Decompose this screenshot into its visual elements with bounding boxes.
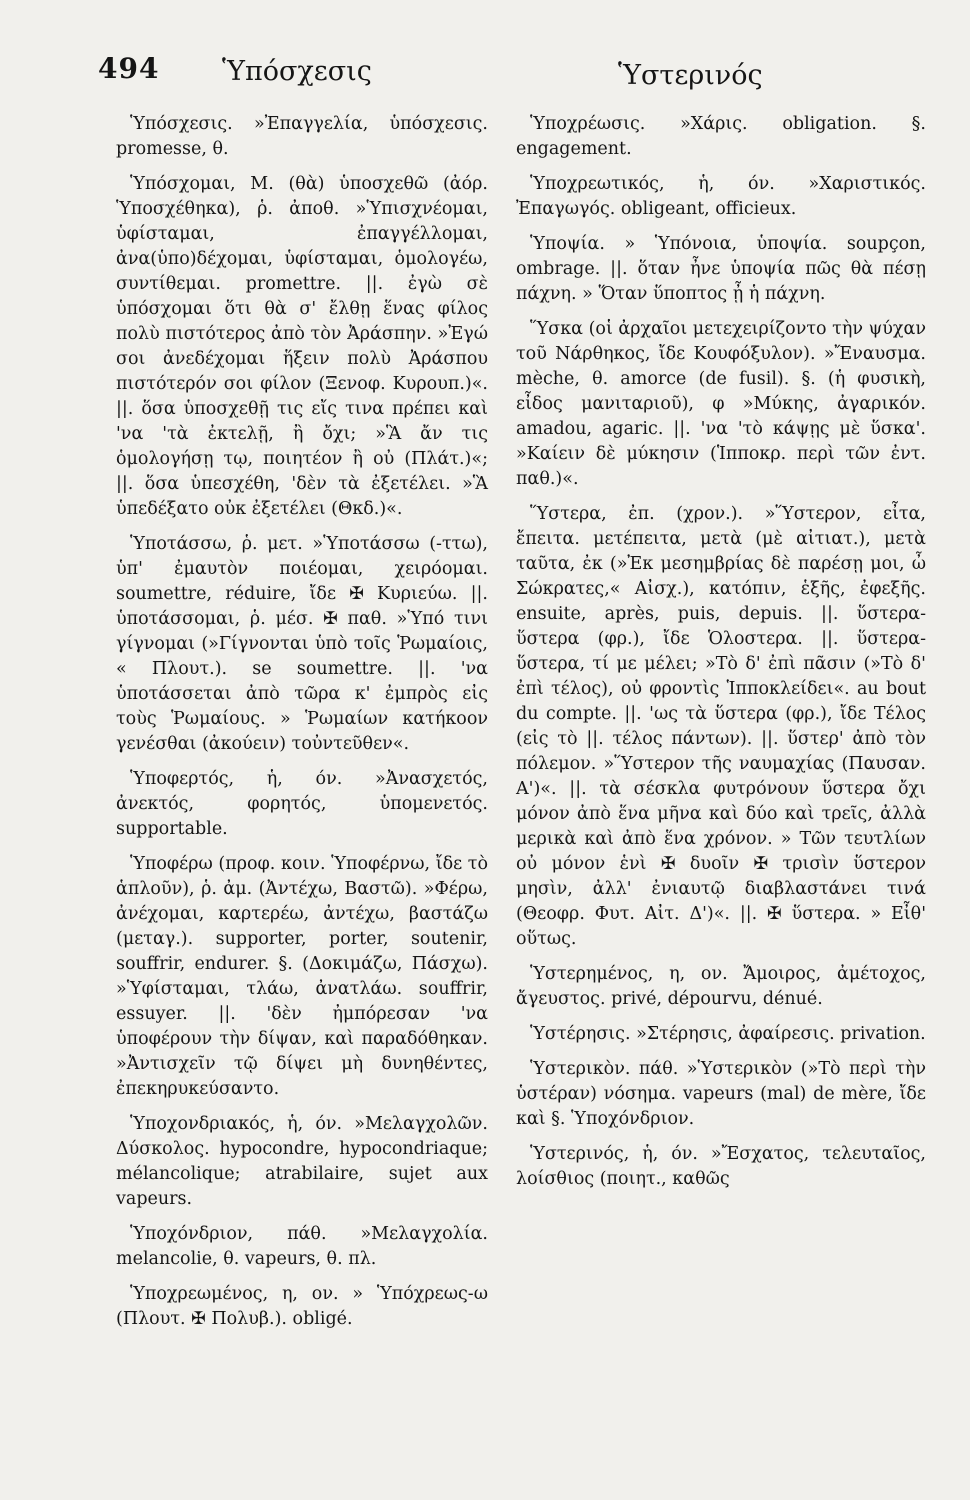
dictionary-entry: Ὑποχρεωτικός, ἡ, όν. »Χαριστικός. Ἐπαγωγός. obligeant, officieux. — [516, 174, 926, 219]
dictionary-entry: Ὑποφέρω (προφ. κοιν. Ὑποφέρνω, ἴδε τὸ ἁπλοῦν), ῥ. ἀμ. (Ἀντέχω, Βαστῶ). »Φέρω, ἀνέχομαι, καρτερέω, ἀντέχω, βαστάζω (μεταγ.). supporter, porter, soutenir, souffrir, endurer. §. (Δοκιμάζω, Πάσχω). »Ὑφίσταμαι, τλάω, ἀνατλάω. souffrir, essuyer. ||. 'δὲν ἠμπόρεσαν 'να ὑποφέρουν τὴν δίψαν, καὶ παραδόθηκαν. »Ἀντισχεῖν τῷ δίψει μὴ δυνηθέντες, ἐπεκηρυκεύσαντο. — [116, 854, 488, 1099]
dictionary-entry: Ὑπόσχεσις. »Ἐπαγγελία, ὑπόσχεσις. promesse, θ. — [116, 114, 488, 159]
left-column — [116, 112, 488, 1342]
dictionary-entry: Ὑστερημένος, η, ον. Ἄμοιρος, ἀμέτοχος, ἄγευστος. privé, dépourvu, dénué. — [516, 964, 926, 1009]
dictionary-entry: Ὑπόσχομαι, Μ. (θὰ) ὑποσχεθῶ (ἀόρ. Ὑποσχέθηκα), ῥ. ἀποθ. »Ὑπισχνέομαι, ὑφίσταμαι, ἐπαγγέλλομαι, ἀνα(ὑπο)δέχομαι, ὑφίσταμαι, ὁμολογέω, συντίθεμαι. promettre. ||. ἐγὼ σὲ ὑπόσχομαι ὅτι θὰ σ' ἔλθῃ ἕνας φίλος πολὺ πιστότερος ἀπὸ τὸν Ἀράσπην. »Ἐγώ σοι ἀνεδέχομαι ἥξειν πολὺ Ἀράσπου πιστότερόν σοι φίλον (Ξενοφ. Κυρουπ.)«. ||. ὅσα ὑποσχεθῇ τις εἴς τινα πρέπει καὶ 'να 'τὰ ἐκτελῇ, ἢ ὄχι; »Ἃ ἄν τις ὁμολογήσῃ τῳ, ποιητέον ἢ οὐ (Πλάτ.)«; ||. ὅσα ὑπεσχέθη, 'δὲν τὰ ἐξετέλει. »Ἃ ὑπεδέξατο οὐκ ἐξετέλει (Θκδ.)«. — [116, 174, 488, 519]
dictionary-entry: Ὑποψία. » Ὑπόνοια, ὑποψία. soupçon, ombrage. ||. ὅταν ἦνε ὑποψία πῶς θὰ πέσῃ πάχνη. » Ὅταν ὕποπτος ᾖ ἡ πάχνη. — [516, 234, 926, 304]
dictionary-entry: Ὑστέρησις. »Στέρησις, ἀφαίρεσις. privation. — [530, 1024, 926, 1044]
page-number: 494 — [98, 52, 160, 85]
dictionary-entry: Ὑποφερτός, ἡ, όν. »Ἀνασχετός, ἀνεκτός, φορητός, ὑπομενετός. supportable. — [116, 769, 488, 839]
dictionary-entry: Ὑποχονδριακός, ἡ, όν. »Μελαγχολῶν. Δύσκολος. hypocondre, hypocondriaque; mélancolique; atrabilaire, sujet aux vapeurs. — [116, 1114, 488, 1209]
dictionary-entry: Ὑστερικὸν. πάθ. »Ὑστερικὸν (»Τὸ περὶ τὴν ὑστέραν) νόσημα. vapeurs (mal) de mère, ἴδε καὶ §. Ὑποχόνδριον. — [516, 1059, 926, 1129]
dictionary-entry: Ὕστερα, ἐπ. (χρον.). »Ὕστερον, εἶτα, ἔπειτα. μετέπειτα, μετὰ (μὲ αἰτιατ.), μετὰ ταῦτα, ἐκ (»Ἐκ μεσημβρίας δὲ παρέσῃ μοι, ὦ Σώκρατες,« Αἰσχ.), κατόπιν, ἑξῆς, ἐφεξῆς. ensuite, après, puis, depuis. ||. ὕστερα-ὕστερα (φρ.), ἴδε Ὁλοστερα. ||. ὕστερα-ὕστερα, τί με μέλει; »Τὸ δ' ἐπὶ πᾶσιν (»Τὸ δ' ἐπὶ τέλος), οὐ φροντὶς Ἱπποκλείδει«. au bout du compte. ||. 'ως τὰ ὕστερα (φρ.), ἴδε Τέλος (εἰς τὸ ||. τέλος πάντων). ||. ὕστερ' ἀπὸ τὸν πόλεμον. »Ὕστερον τῆς ναυμαχίας (Παυσαν. Α')«. ||. τὰ σέσκλα φυτρόνουν ὕστερα ὄχι μόνον ἀπὸ ἕνα μῆνα καὶ δύο καὶ τρεῖς, ἀλλὰ μερικὰ καὶ ἀπὸ ἕνα χρόνον. » Τῶν τευτλίων οὐ μόνον ἑνὶ ✠ δυοῖν ✠ τρισὶν ὕστερον μησὶν, ἀλλ' ἐνιαυτῷ διαβλαστάνει τινά (Θεοφρ. Φυτ. Αἰτ. Δ')«. ||. ✠ ὕστερα. » Εἶθ' οὕτως. — [516, 504, 926, 949]
dictionary-entry: Ὑποχόνδριον, πάθ. »Μελαγχολία. melancolie, θ. vapeurs, θ. πλ. — [116, 1224, 488, 1269]
running-head-left: Ὑπόσχεσις — [222, 56, 372, 87]
dictionary-entry: Ὑστερινός, ἡ, όν. »Ἔσχατος, τελευταῖος, λοίσθιος (ποιητ., καθῶς — [516, 1144, 926, 1189]
dictionary-entry: Ὑποχρεωμένος, η, ον. » Ὑπόχρεως-ω (Πλουτ. ✠ Πολυβ.). obligé. — [116, 1284, 488, 1329]
running-head-right: Ὑστερινός — [618, 60, 763, 91]
dictionary-entry: Ὑποτάσσω, ῥ. μετ. »Ὑποτάσσω (-ττω), ὑπ' ἐμαυτὸν ποιέομαι, χειρόομαι. soumettre, réduire, ἴδε ✠ Κυριεύω. ||. ὑποτάσσομαι, ῥ. μέσ. ✠ παθ. »Ὑπό τινι γίγνομαι (»Γίγνονται ὑπὸ τοῖς Ῥωμαίοις, « Πλουτ.). se soumettre. ||. 'να ὑποτάσσεται ἀπὸ τῶρα κ' ἐμπρὸς εἰς τοὺς Ῥωμαίους. » Ῥωμαίων κατήκοον γενέσθαι (ἀκούειν) τοὐντεῦθεν«. — [116, 534, 488, 754]
dictionary-entry: Ὑποχρέωσις. »Χάρις. obligation. §. engagement. — [516, 114, 926, 159]
dictionary-entry: Ὕσκα (οἱ ἀρχαῖοι μετεχειρίζοντο τὴν ψύχαν τοῦ Νάρθηκος, ἴδε Κουφόξυλον). »Ἔναυσμα. mèche, θ. amorce (de fusil). §. (ἡ φυσικὴ, εἶδος μανιταριοῦ), φ »Μύκης, ἀγαρικόν. amadou, agaric. ||. 'να 'τὸ κάψῃς μὲ ὕσκα'. »Καίειν δὲ μύκησιν (Ἱπποκρ. περὶ τῶν ἐντ. παθ.)«. — [516, 319, 926, 489]
right-column — [516, 112, 926, 1202]
